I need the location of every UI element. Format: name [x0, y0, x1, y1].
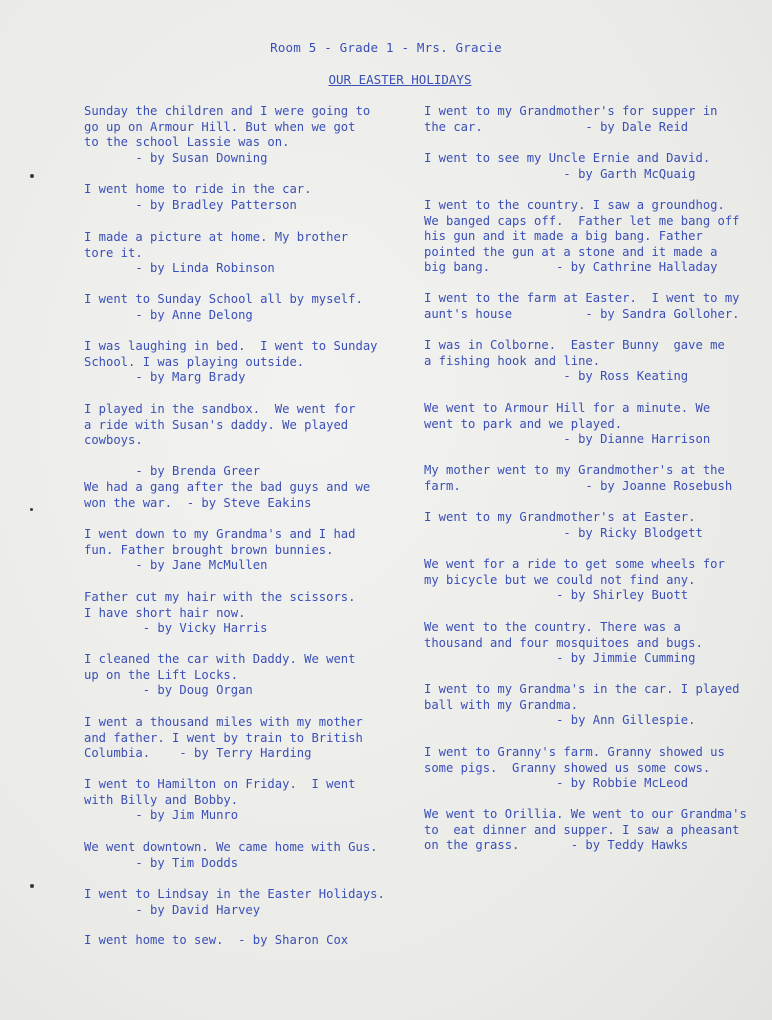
story-entry: We went to the country. There was a thousand and four mosquitoes and bugs. - by Jimmie Cumming	[424, 620, 703, 666]
story-entry: I was laughing in bed. I went to Sunday School. I was playing outside. - by Marg Brady	[84, 339, 378, 385]
story-entry: I went to my Grandmother's for supper in the car. - by Dale Reid	[424, 104, 718, 134]
story-entry: I went to my Grandma's in the car. I played ball with my Grandma. - by Ann Gillespie.	[424, 682, 740, 728]
story-entry: We went to Orillia. We went to our Grandma's to eat dinner and supper. I saw a pheasant on the grass. - by Teddy Hawks	[424, 807, 747, 853]
story-entry: My mother went to my Grandmother's at the farm. - by Joanne Rosebush	[424, 463, 733, 493]
story-entry: I went down to my Grandma's and I had fun. Father brought brown bunnies. - by Jane McMullen	[84, 527, 356, 573]
story-entry: I went to Lindsay in the Easter Holidays. - by David Harvey	[84, 887, 385, 917]
story-entry: I went to Sunday School all by myself. - by Anne Delong	[84, 292, 363, 322]
story-entry: I went to my Grandmother's at Easter. - by Ricky Blodgett	[424, 510, 703, 540]
story-entry: I went to see my Uncle Ernie and David. - by Garth McQuaig	[424, 151, 711, 181]
left-column	[84, 104, 414, 949]
story-entry: I went home to sew. - by Sharon Cox	[84, 933, 349, 947]
story-entry: I went to Granny's farm. Granny showed us some pigs. Granny showed us some cows. - by Robbie McLeod	[424, 745, 725, 791]
story-entry: I went to the country. I saw a groundhog. We banged caps off. Father let me bang off his gun and it made a big bang. Father pointed the gun at a stone and it made a big bang. - by Cathrine Halladay	[424, 198, 740, 275]
story-entry: We went downtown. We came home with Gus. - by Tim Dodds	[84, 840, 378, 870]
right-column	[424, 104, 769, 854]
story-entry: I went to Hamilton on Friday. I went with Billy and Bobby. - by Jim Munro	[84, 777, 356, 823]
story-entry: I played in the sandbox. We went for a ride with Susan's daddy. We played cowboys. - by Brenda Greer	[84, 402, 356, 479]
story-entry: I cleaned the car with Daddy. We went up on the Lift Locks. - by Doug Organ	[84, 652, 356, 698]
punch-mark	[30, 884, 34, 888]
story-entry: We went to Armour Hill for a minute. We went to park and we played. - by Dianne Harrison	[424, 401, 711, 447]
page-title: OUR EASTER HOLIDAYS	[328, 72, 472, 87]
story-entry: Father cut my hair with the scissors. I have short hair now. - by Vicky Harris	[84, 590, 356, 636]
story-entry: I made a picture at home. My brother tore it. - by Linda Robinson	[84, 230, 349, 276]
page-header: Room 5 - Grade 1 - Mrs. Gracie	[270, 40, 502, 55]
punch-mark	[30, 174, 34, 178]
story-entry: I was in Colborne. Easter Bunny gave me a fishing hook and line. - by Ross Keating	[424, 338, 725, 384]
story-entry: I went to the farm at Easter. I went to my aunt's house - by Sandra Golloher.	[424, 291, 740, 321]
story-entry: We went for a ride to get some wheels for my bicycle but we could not find any. - by Shirley Buott	[424, 557, 725, 603]
story-entry: Sunday the children and I were going to go up on Armour Hill. But when we got to the school Lassie was on. - by Susan Downing	[84, 104, 371, 165]
punch-mark	[30, 508, 33, 511]
story-entry: We had a gang after the bad guys and we won the war. - by Steve Eakins	[84, 480, 371, 510]
story-entry: I went home to ride in the car. - by Bradley Patterson	[84, 182, 312, 212]
story-entry: I went a thousand miles with my mother and father. I went by train to British Columbia. - by Terry Harding	[84, 715, 363, 761]
